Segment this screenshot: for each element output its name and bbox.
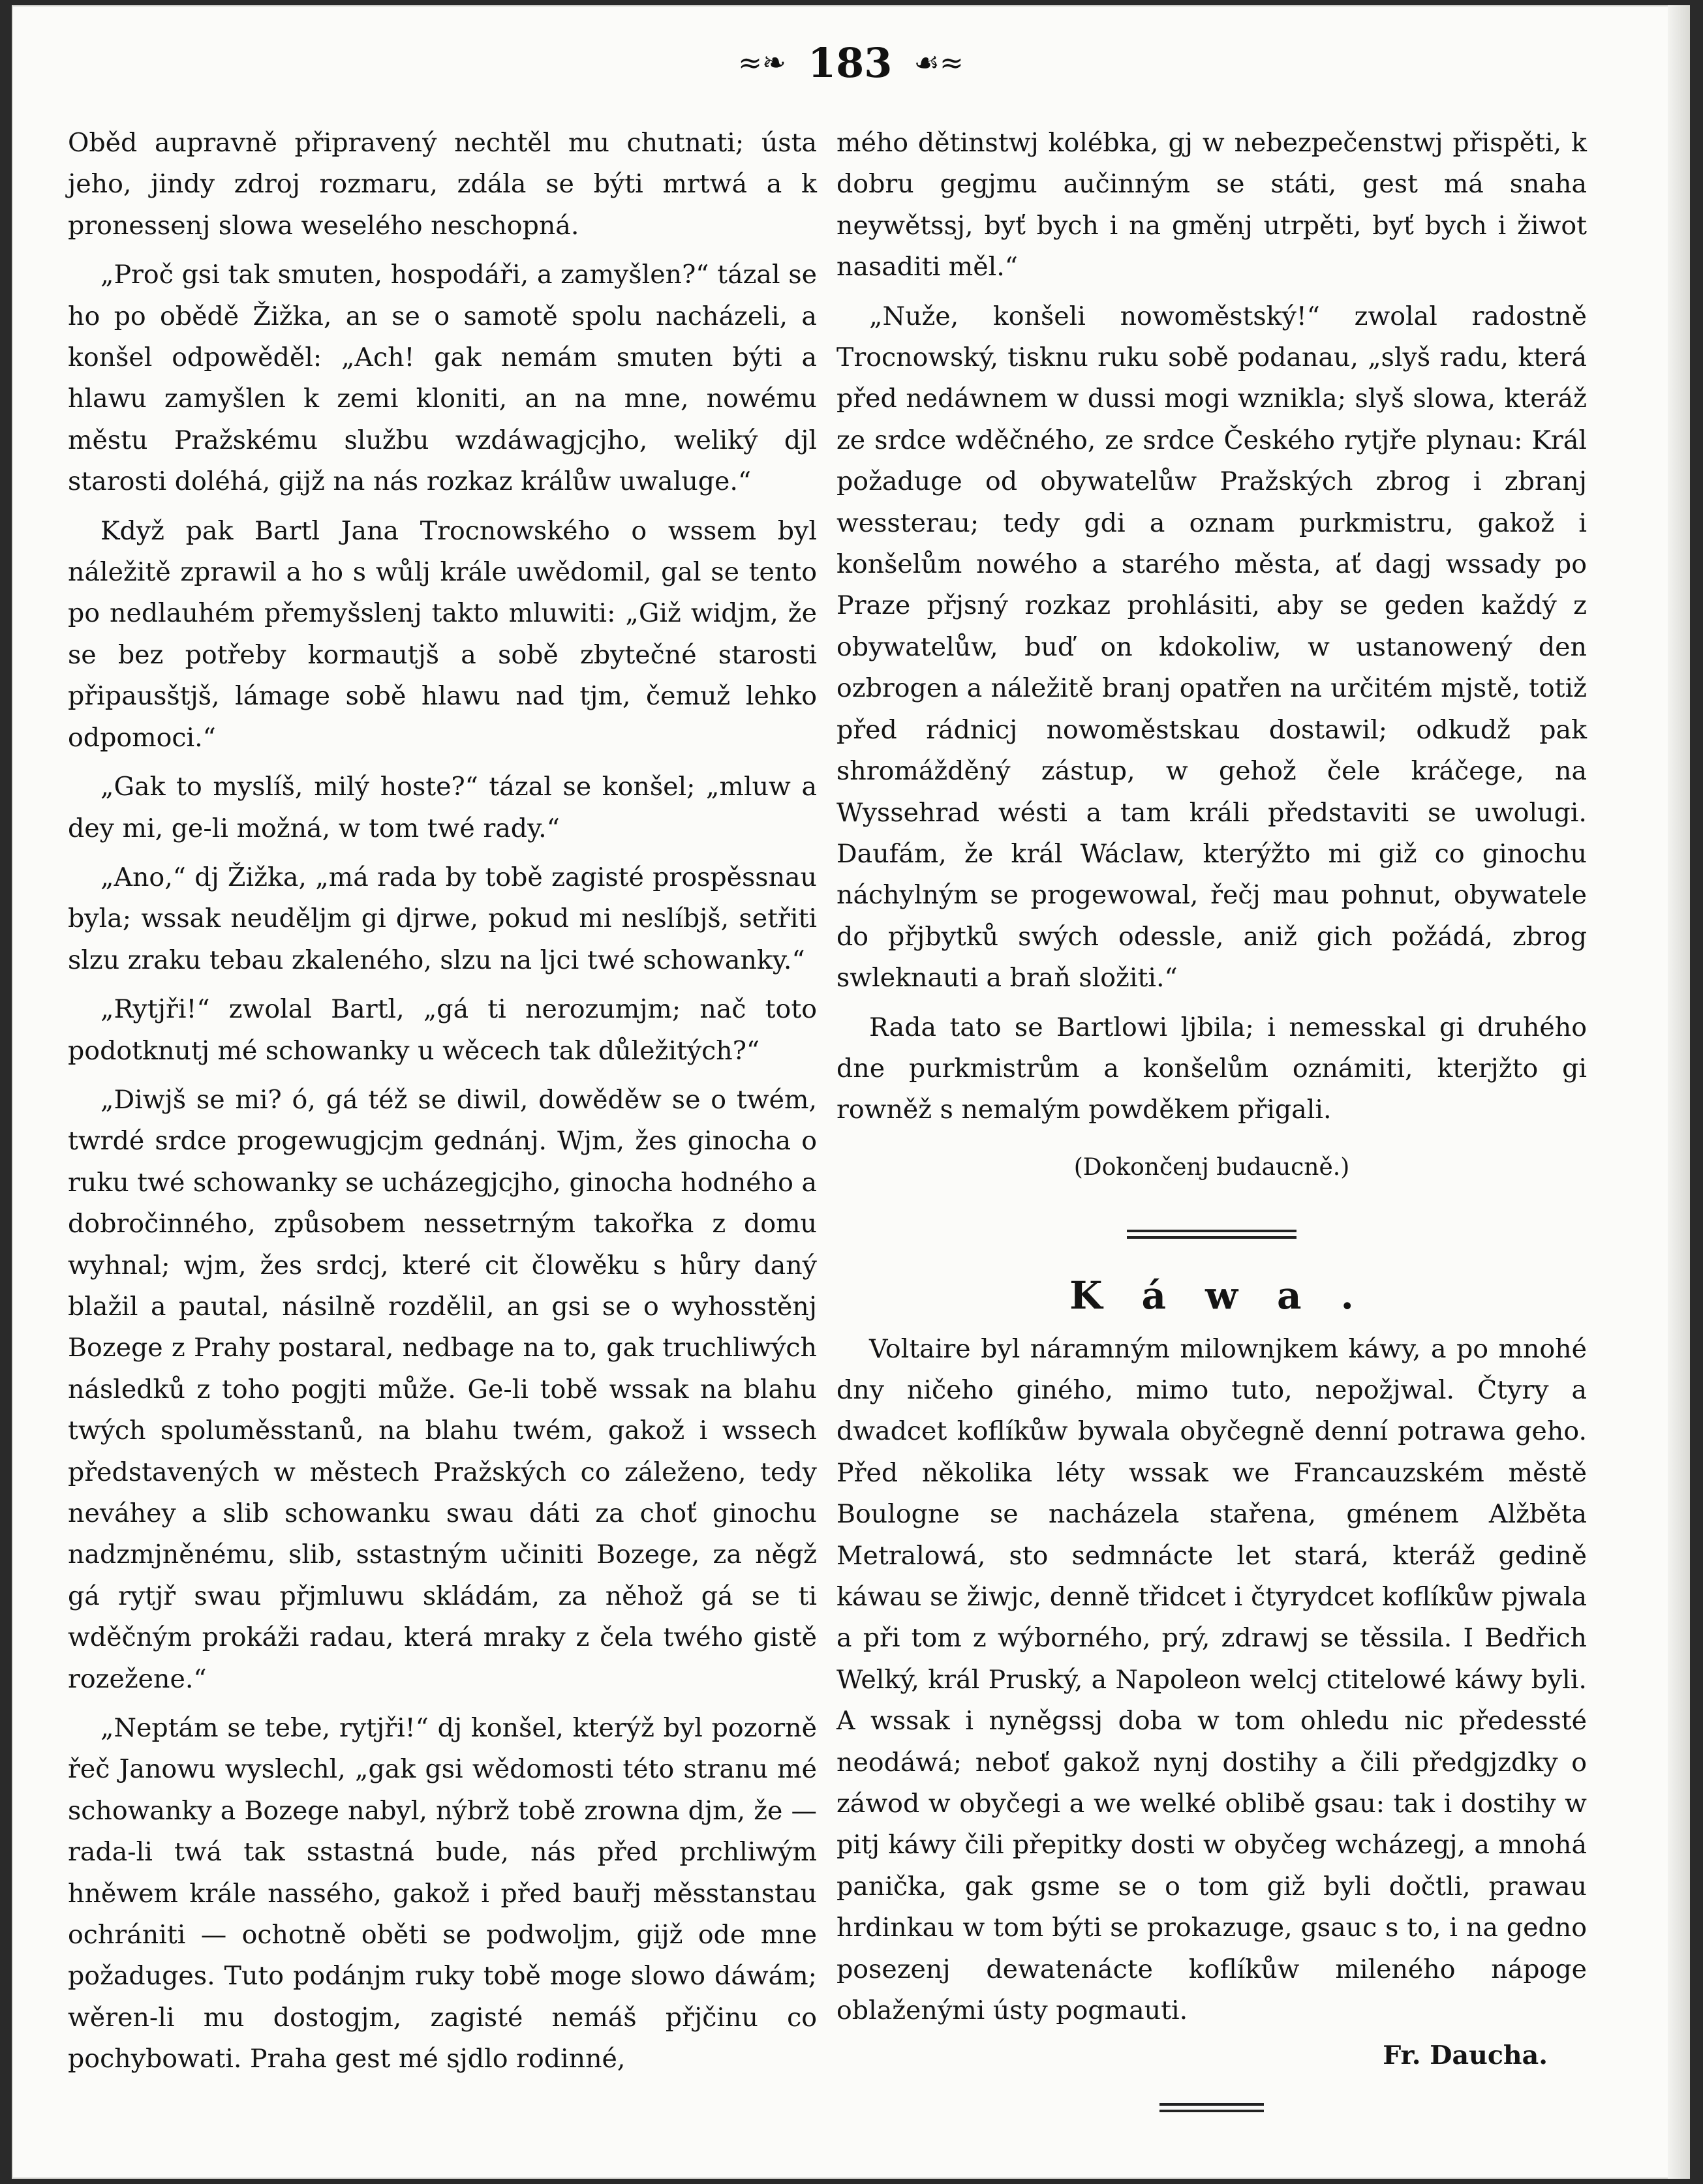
left-ornament-icon: ≈❧: [738, 46, 786, 80]
section-divider: [1127, 1230, 1296, 1239]
paragraph: mého dětinstwj kolébka, gj w nebezpečenstwj přispěti, k dobru gegjmu aučinným se státi, gest má snaha neywětssj, byť bych i na gměnj utrpěti, byť bych i žiwot nasaditi měl.“: [836, 128, 1587, 282]
end-divider: [1159, 2103, 1264, 2112]
paragraph: „Neptám se tebe, rytjři!“ dj konšel, kterýž byl pozorně řeč Janowu wyslechl, „gak gsi wědomosti této stranu mé schowanky a Bozege nabyl, nýbrž tobě zrowna djm, že — rada-li twá tak sstastná bude, nás před prchliwým hněwem krále nassého, gakož i před bauřj měsstanstau ochrániti — ochotně oběti se podwoljm, gijž ode mne požaduges. Tuto podánjm ruky tobě moge slowo dáwám; wěren-li mu dostogjm, zagisté nemáš přjčinu co pochybowati. Praha gest mé sjdlo rodinné,: [68, 1713, 817, 2074]
continuation-note: (Dokončenj budaucně.): [1073, 1153, 1350, 1181]
page-header: [12, 39, 1690, 91]
paragraph: Oběd aupravně připravený nechtěl mu chutnati; ústa jeho, jindy zdroj rozmaru, zdála se býti mrtwá a k pronessenj slowa weselého neschopná.: [68, 128, 817, 241]
paragraph: Když pak Bartl Jana Trocnowského o wssem byl náležitě zprawil a ho s wůlj krále uwědomil, gal se tento po nedlauhém přemyšslenj takto mluwiti: „Giž widjm, že se bez potřeby kormautjš a sobě zbytečné starosti připausštjš, lámage sobě hlawu nad tjm, čemuž lehko odpomoci.“: [68, 515, 817, 753]
paragraph: Voltaire byl náramným milownjkem káwy, a po mnohé dny ničeho giného, mimo tuto, nepožjwal. Čtyry a dwadcet koflíkůw bywala obyčegně denní potrawa geho. Před několika léty wssak we Francauzském městě Boulogne se nacházela stařena, gménem Alžběta Metralowá, sto sedmnácte let stará, kteráž gedině káwau se žiwjc, denně třidcet i čtyrydcet koflíkůw pjwala a při tom z wýborného, prý, zdrawj se těssila. I Bedřich Welký, král Pruský, a Napoleon welcj ctitelowé káwy byli. A wssak i nyněgssj doba w tom ohledu nic předessté neodáwá; neboť gakož nynj dostihy a čili předgjzdky o záwod w obyčegi a we welké oblibě gsau: tak i dostihy w pitj káwy čili přepitky dosti w obyčeg wcházegj, a mnohá panička, gak gsme se o tom giž byli dočtli, prawau hrdinkau w tom býti se prokazuge, gsauc s to, i na gedno posezenj dewatenácte koflíkůw mileného nápoge oblaženými ústy pogmauti.: [836, 1333, 1587, 2026]
section-title: Káwa.: [1069, 1273, 1393, 1318]
paragraph: „Gak to myslíš, milý hoste?“ tázal se konšel; „mluw a dey mi, ge-li možná, w tom twé rady.“: [68, 772, 817, 843]
paragraph: „Diwjš se mi? ó, gá též se diwil, dowěděw se o twém, twrdé srdce progewugjcjm gednánj. Wjm, žes ginocha o ruku twé schowanky se ucházegjcjho, ginocha hodného a dobročinného, způsobem nessetrným takořka z domu wyhnal; wjm, žes srdcj, které cit člowěku s hůry daný blažil a pautal, násilně rozdělil, an gsi se o wyhosstěnj Bozege z Prahy postaral, nedbage na to, gak truchliwých následků z toho pogjti může. Ge-li tobě wssak na blahu twých spoluměsstanů, na blahu twém, gakož i wssech představených w městech Pražských co záleženo, tedy neváhey a slib schowanku swau dáti za choť ginochu nadzmjněnému, slib, sstastným učiniti Bozege, za něgž gá rytjř swau přjmluwu skládám, za něhož gá se ti wděčným prokáži radau, která mraky z čela twého gistě rozežene.“: [68, 1084, 817, 1694]
paragraph: „Rytjři!“ zwolal Bartl, „gá ti nerozumjm; nač toto podotknutj mé schowanky u wěcech tak důležitých?“: [68, 994, 817, 1066]
right-column: [836, 123, 1587, 2112]
scan-edge: [1668, 5, 1690, 2179]
paragraph: „Ano,“ dj Žižka, „má rada by tobě zagisté prospěssnau byla; wssak neuděljm gi djrwe, pokud mi neslíbjš, setřiti slzu zraku tebau zkaleného, slzu na ljci twé schowanky.“: [68, 862, 817, 975]
paragraph: „Proč gsi tak smuten, hospodáři, a zamyšlen?“ tázal se ho po obědě Žižka, an se o samotě spolu nacházeli, a konšel odpowěděl: „Ach! gak nemám smuten býti a hlawu zamyšlen k zemi kloniti, an na mne, nowému městu Pražskému službu wzdáwagjcjho, weliký djl starosti doléhá, gijž na nás rozkaz králůw uwaluge.“: [68, 260, 817, 497]
author-signature: Fr. Daucha.: [1383, 2040, 1548, 2071]
paragraph: „Nuže, konšeli nowoměstský!“ zwolal radostně Trocnowský, tisknu ruku sobě podanau, „slyš radu, která před nedáwnem w dussi mogi wznikla; slyš slowa, kteráž ze srdce wděčného, ze srdce Českého rytjře plynau: Král požaduge od obywatelůw Pražských zbrog i zbranj wessterau; tedy gdi a oznam purkmistru, gakož i konšelům nowého a starého města, ať dagj wssady po Praze přjsný rozkaz prohlásiti, aby se geden každý z obywatelůw, buď on kdokoliw, w ustanowený den ozbrogen a náležitě branj opatřen na určitém mjstě, totiž před rádnicj nowoměstskau dostawil; odkudž pak shromážděný zástup, w gehož čele kráčege, na Wyssehrad wésti a tam králi představiti se uwolugi. Daufám, že král Wáclaw, kterýžto mi giž co ginochu náchylným se progewowal, řečj mau pohnut, obywatele do přjbytků swých odessle, aniž gich požádá, zbrog swleknauti a braň složiti.“: [836, 301, 1587, 993]
page-number: 183: [808, 39, 893, 87]
right-ornament-icon: ☙≈: [913, 46, 964, 80]
left-column: [68, 123, 817, 2080]
paragraph: Rada tato se Bartlowi ljbila; i nemesskal gi druhého dne purkmistrům a konšelům oznámiti, kterjžto gi rowněž s nemalým powděkem přigali.: [836, 1012, 1587, 1125]
newspaper-page: [12, 5, 1690, 2179]
